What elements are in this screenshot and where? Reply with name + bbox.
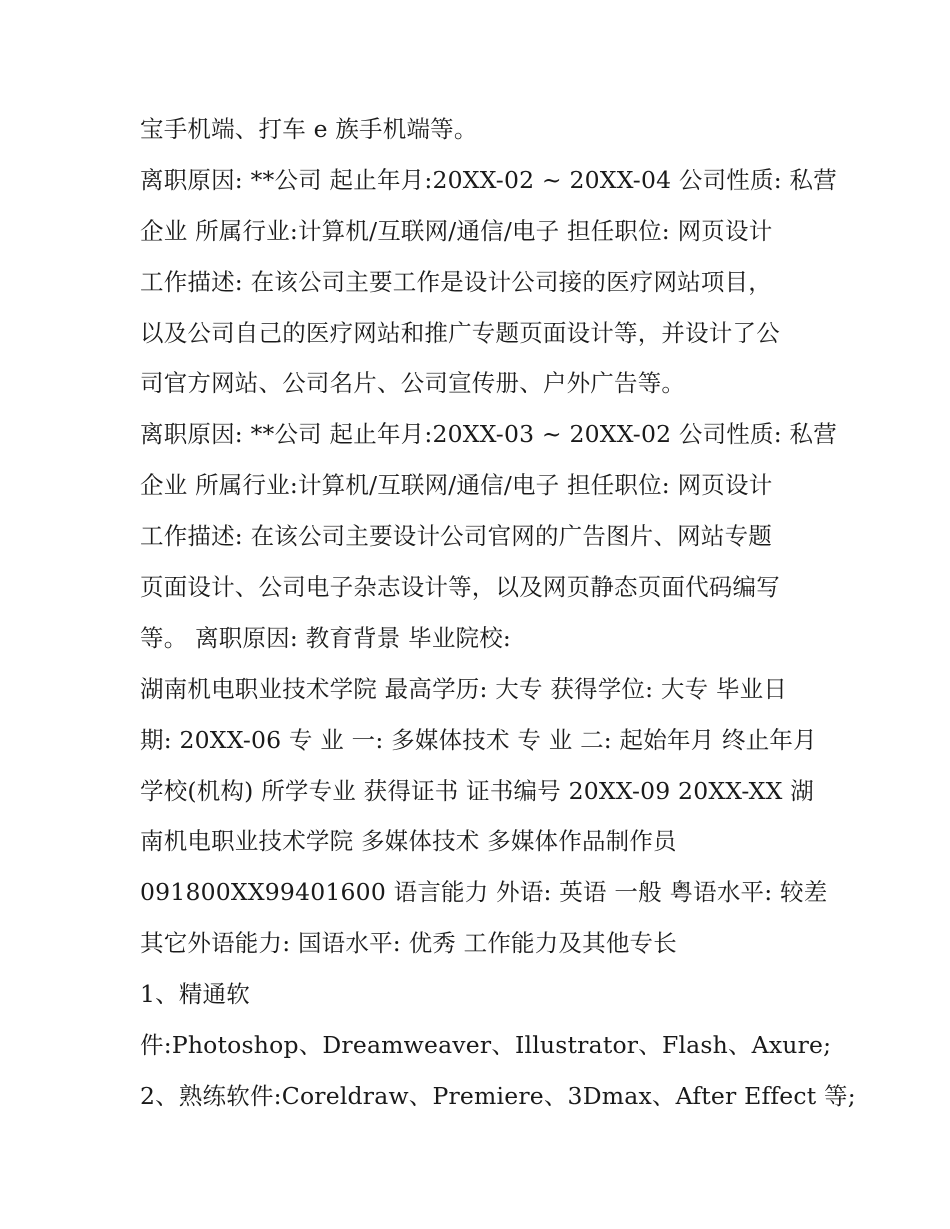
text-line: 等。 离职原因: 教育背景 毕业院校: — [140, 623, 512, 652]
text-line: 学校(机构) 所学专业 获得证书 证书编号 20XX-09 20XX-XX 湖 — [140, 776, 814, 805]
text-line: 091800XX99401600 语言能力 外语: 英语 一般 粤语水平: 较差 — [140, 878, 828, 907]
text-line: 页面设计、公司电子杂志设计等，以及网页静态页面代码编写 — [140, 573, 780, 602]
text-line: 2、熟练软件:Coreldraw、Premiere、3Dmax、After Effect 等; — [140, 1081, 856, 1110]
text-line: 1、精通软 — [140, 980, 250, 1009]
text-line: 企业 所属行业:计算机/互联网/通信/电子 担任职位: 网页设计 — [140, 216, 773, 245]
text-line: 其它外语能力: 国语水平: 优秀 工作能力及其他专长 — [140, 929, 677, 958]
text-line: 湖南机电职业技术学院 最高学历: 大专 获得学位: 大专 毕业日 — [140, 674, 788, 703]
text-line: 离职原因: **公司 起止年月:20XX-02 ~ 20XX-04 公司性质: 私营 — [140, 165, 837, 194]
text-line: 以及公司自己的医疗网站和推广专题页面设计等，并设计了公 — [140, 318, 780, 347]
text-line: 宝手机端、打车 e 族手机端等。 — [140, 115, 478, 143]
text-line: 工作描述: 在该公司主要工作是设计公司接的医疗网站项目， — [140, 267, 772, 296]
text-line: 南机电职业技术学院 多媒体技术 多媒体作品制作员 — [140, 827, 677, 856]
text-line: 期: 20XX-06 专 业 一: 多媒体技术 专 业 二: 起始年月 终止年月 — [140, 725, 817, 754]
text-line: 司官方网站、公司名片、公司宣传册、户外广告等。 — [140, 369, 686, 398]
text-line: 工作描述: 在该公司主要设计公司官网的广告图片、网站专题 — [140, 522, 772, 551]
text-line: 企业 所属行业:计算机/互联网/通信/电子 担任职位: 网页设计 — [140, 471, 773, 500]
text-line: 件:Photoshop、Dreamweaver、Illustrator、Flash、Axure; — [140, 1031, 832, 1060]
text-line: 离职原因: **公司 起止年月:20XX-03 ~ 20XX-02 公司性质: 私营 — [140, 420, 837, 449]
document-body — [140, 104, 856, 1122]
